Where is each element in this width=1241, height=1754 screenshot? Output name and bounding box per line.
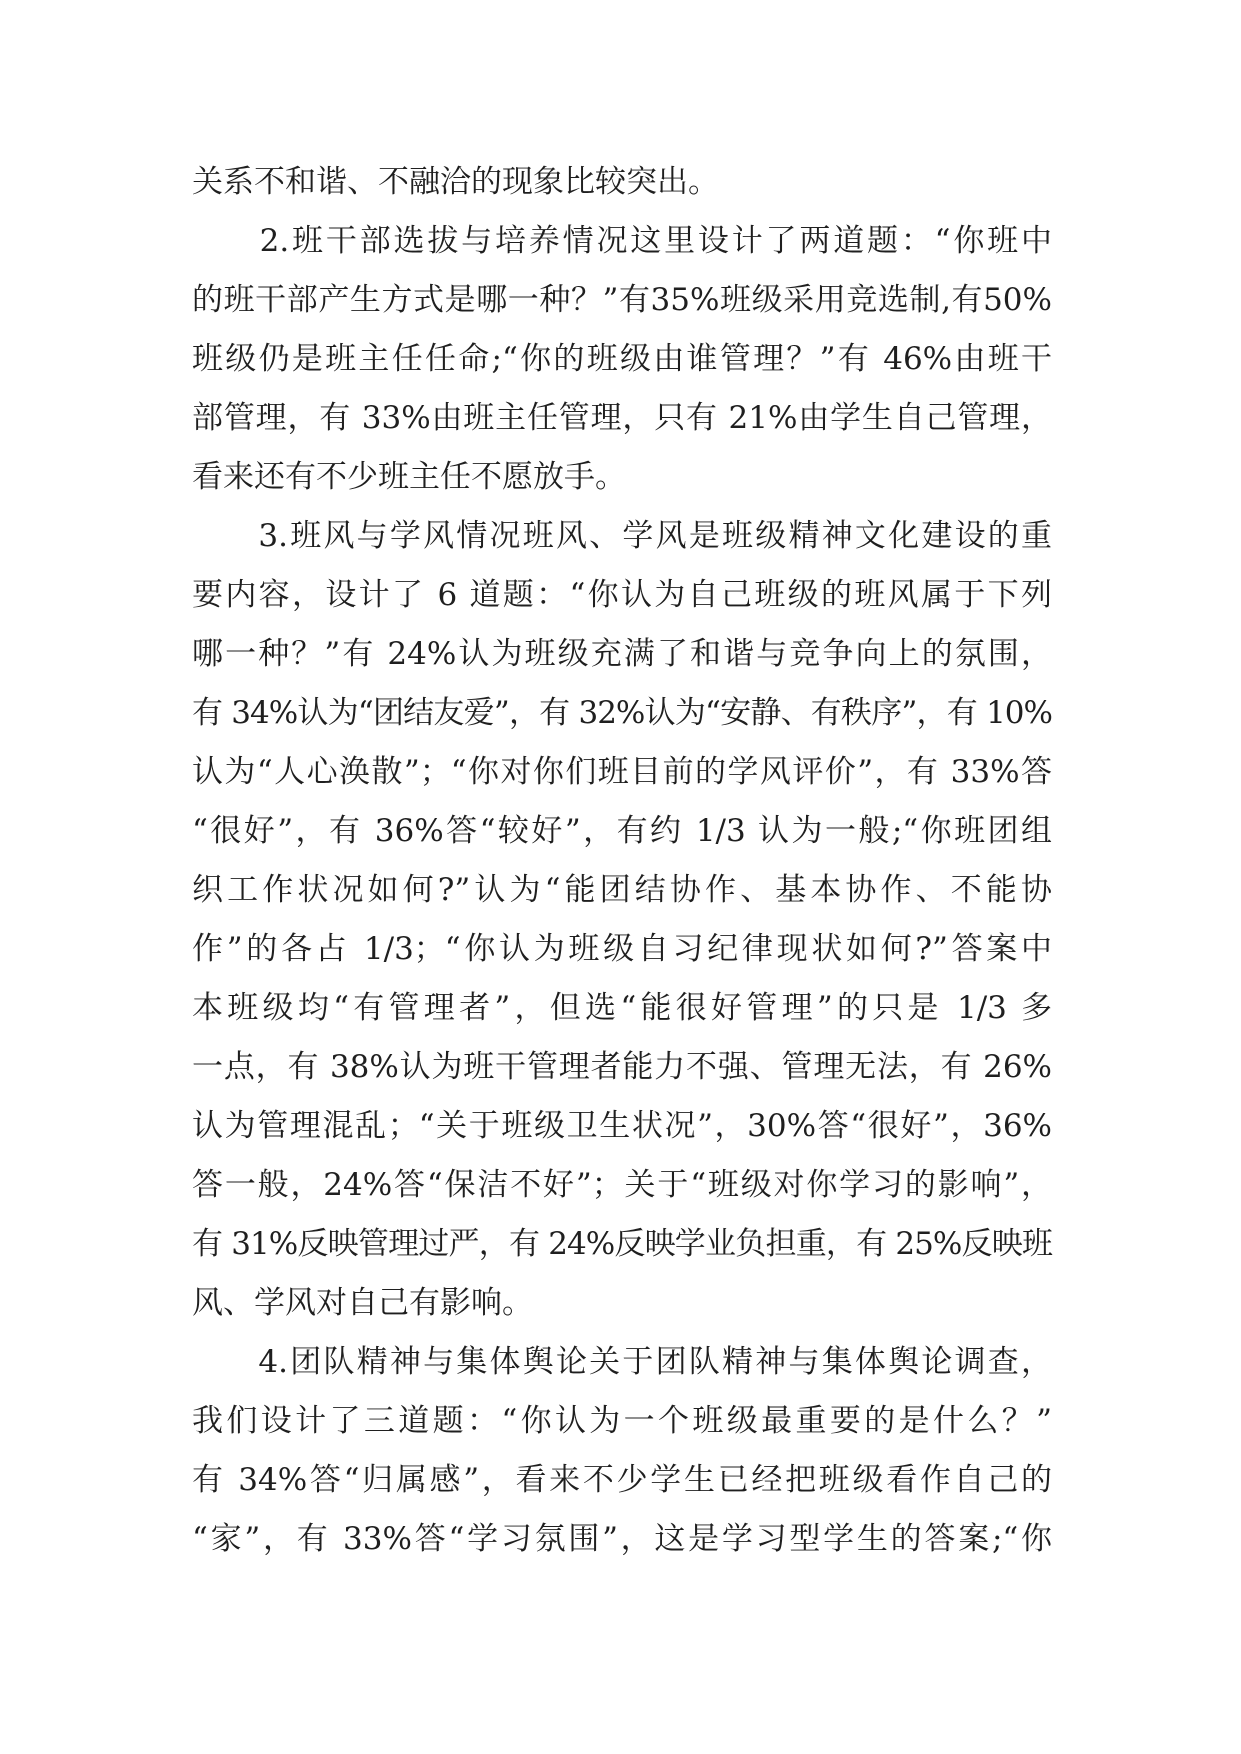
text-line: 有 34%认为“团结友爱”，有 32%认为“安静、有秩序”，有 10%: [192, 695, 1052, 731]
text-line: 的班干部产生方式是哪一种？”有35%班级采用竞选制,有50%: [192, 282, 1052, 318]
text-line: “很好”，有 36%答“较好”，有约 1/3 认为一般;“你班团组: [192, 813, 1052, 849]
text-line: 班级仍是班主任任命;“你的班级由谁管理？”有 46%由班干: [192, 341, 1052, 377]
text-line: 3.班风与学风情况班风、学风是班级精神文化建设的重: [192, 518, 1052, 554]
text-line: 部管理，有 33%由班主任管理，只有 21%由学生自己管理，: [192, 400, 1052, 436]
text-line: 有 31%反映管理过严，有 24%反映学业负担重，有 25%反映班: [192, 1226, 1052, 1262]
text-line: 织工作状况如何?”认为“能团结协作、基本协作、不能协: [192, 872, 1052, 908]
text-line: 答一般，24%答“保洁不好”；关于“班级对你学习的影响”，: [192, 1167, 1052, 1203]
text-line: 看来还有不少班主任不愿放手。: [192, 459, 626, 495]
text-line: 关系不和谐、不融洽的现象比较突出。: [192, 164, 719, 200]
text-line: 风、学风对自己有影响。: [192, 1285, 533, 1321]
text-line: 一点，有 38%认为班干管理者能力不强、管理无法，有 26%: [192, 1049, 1052, 1085]
text-line: 哪一种？”有 24%认为班级充满了和谐与竞争向上的氛围，: [192, 636, 1052, 672]
text-line: 认为管理混乱；“关于班级卫生状况”，30%答“很好”，36%: [192, 1108, 1052, 1144]
text-line: 认为“人心涣散”；“你对你们班目前的学风评价”，有 33%答: [192, 754, 1052, 790]
body-text: [192, 153, 1052, 1569]
text-line: “家”，有 33%答“学习氛围”，这是学习型学生的答案;“你: [192, 1521, 1052, 1557]
text-line: 作”的各占 1/3；“你认为班级自习纪律现状如何?”答案中: [192, 931, 1052, 967]
text-line: 本班级均“有管理者”，但选“能很好管理”的只是 1/3 多: [192, 990, 1052, 1026]
text-line: 4.团队精神与集体舆论关于团队精神与集体舆论调查，: [192, 1344, 1052, 1380]
text-line: 我们设计了三道题：“你认为一个班级最重要的是什么？”: [192, 1403, 1052, 1439]
text-line: 2.班干部选拔与培养情况这里设计了两道题：“你班中: [192, 223, 1052, 259]
text-line: 要内容，设计了 6 道题：“你认为自己班级的班风属于下列: [192, 577, 1052, 613]
text-line: 有 34%答“归属感”，看来不少学生已经把班级看作自己的: [192, 1462, 1052, 1498]
